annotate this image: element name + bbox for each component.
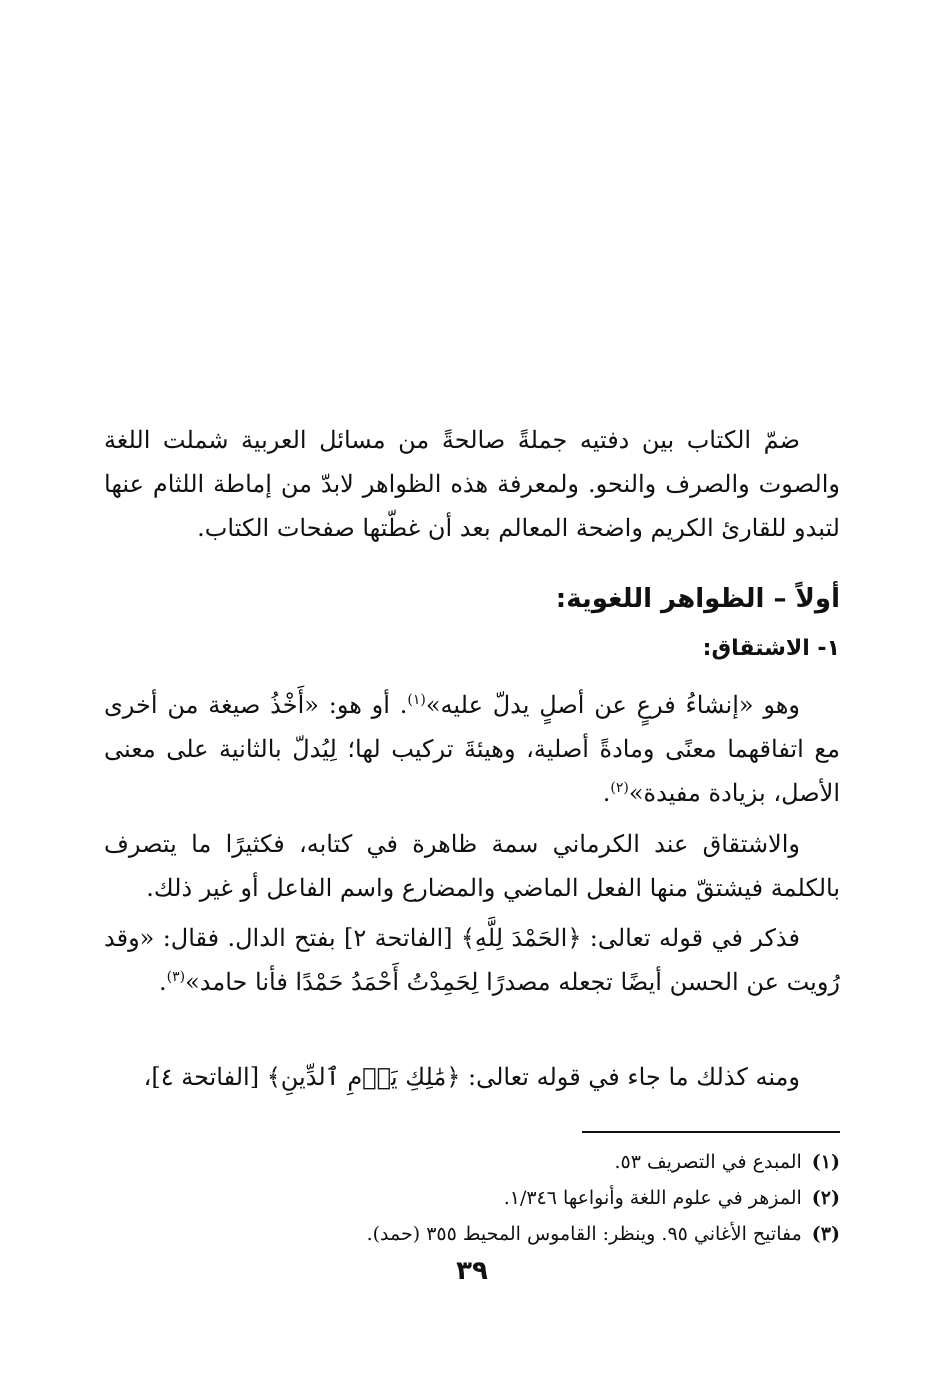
para3-text-2: . <box>158 968 167 996</box>
page-body <box>104 0 840 1382</box>
derivation-definition-paragraph <box>104 683 840 815</box>
footnote-item <box>104 1144 840 1180</box>
footnote-item <box>104 1180 840 1216</box>
footnote-item <box>104 1216 840 1252</box>
footnotes-list <box>104 1144 840 1252</box>
footnote-number: (٣) <box>811 1223 840 1245</box>
footnote-ref-1[interactable]: (١) <box>407 692 426 708</box>
para1-text-1: وهو «إنشاءُ فرعٍ عن أصلٍ يدلّ عليه» <box>425 691 801 719</box>
hamd-example-paragraph <box>104 916 840 1004</box>
footnote-number: (١) <box>811 1151 840 1173</box>
intro-line-3: لتبدو للقارئ الكريم واضحة المعالم بعد أن غطّتها صفحات الكتاب. <box>197 514 840 542</box>
intro-paragraph <box>104 418 840 550</box>
footnote-ref-3[interactable]: (٣) <box>166 969 186 985</box>
para1-text-3: . <box>602 779 611 807</box>
section-heading: أولاً – الظواهر اللغوية: <box>555 584 840 614</box>
page-number: ٣٩ <box>456 1256 488 1286</box>
subsection-heading: ١- الاشتقاق: <box>702 636 840 661</box>
para1-text-2: . أو هو: «أَخْذُ صيغة من أخرى مع اتفاقهما معنًى ومادةً أصلية، وهيئةَ تركيب لها؛ لِيُدلّ بالثانية على معنى الأصل، بزيادة مفيدة» <box>104 691 840 807</box>
footnote-text: المبدع في التصريف ٥٣. <box>614 1151 802 1173</box>
footnote-text: المزهر في علوم اللغة وأنواعها ١/٣٤٦. <box>503 1187 802 1209</box>
malik-example-paragraph: ومنه كذلك ما جاء في قوله تعالى: ﴿مَٰلِكِ يَوۡمِ ٱلدِّينِ﴾ [الفاتحة ٤]، <box>143 1063 800 1091</box>
kirmani-derivation-paragraph: والاشتقاق عند الكرماني سمة ظاهرة في كتابه، فكثيرًا ما يتصرف بالكلمة فيشتقّ منها الفعل الماضي والمضارع واسم الفاعل أو غير ذلك. <box>104 830 840 902</box>
footnote-divider <box>582 1131 840 1133</box>
footnote-ref-2[interactable]: (٢) <box>610 780 629 796</box>
footnote-text: مفاتيح الأغاني ٩٥. وينظر: القاموس المحيط ٣٥٥ (حمد). <box>366 1223 802 1245</box>
footnote-number: (٢) <box>811 1187 840 1209</box>
intro-line-1: ضمّ الكتاب بين دفتيه جملةً صالحةً من مسائل العربية شملت اللغة <box>104 426 800 454</box>
intro-line-2: والصوت والصرف والنحو. ولمعرفة هذه الظواهر لابدّ من إماطة اللثام عنها <box>104 470 840 498</box>
para3-text-1: فذكر في قوله تعالى: ﴿الحَمْدَ لِلَّهِ﴾ [الفاتحة ٢] بفتح الدال. فقال: «وقد رُويت عن الحسن أيضًا تجعله مصدرًا لِحَمِدْتُ أَحْمَدُ حَمْدًا فأنا حامد» <box>104 924 840 996</box>
